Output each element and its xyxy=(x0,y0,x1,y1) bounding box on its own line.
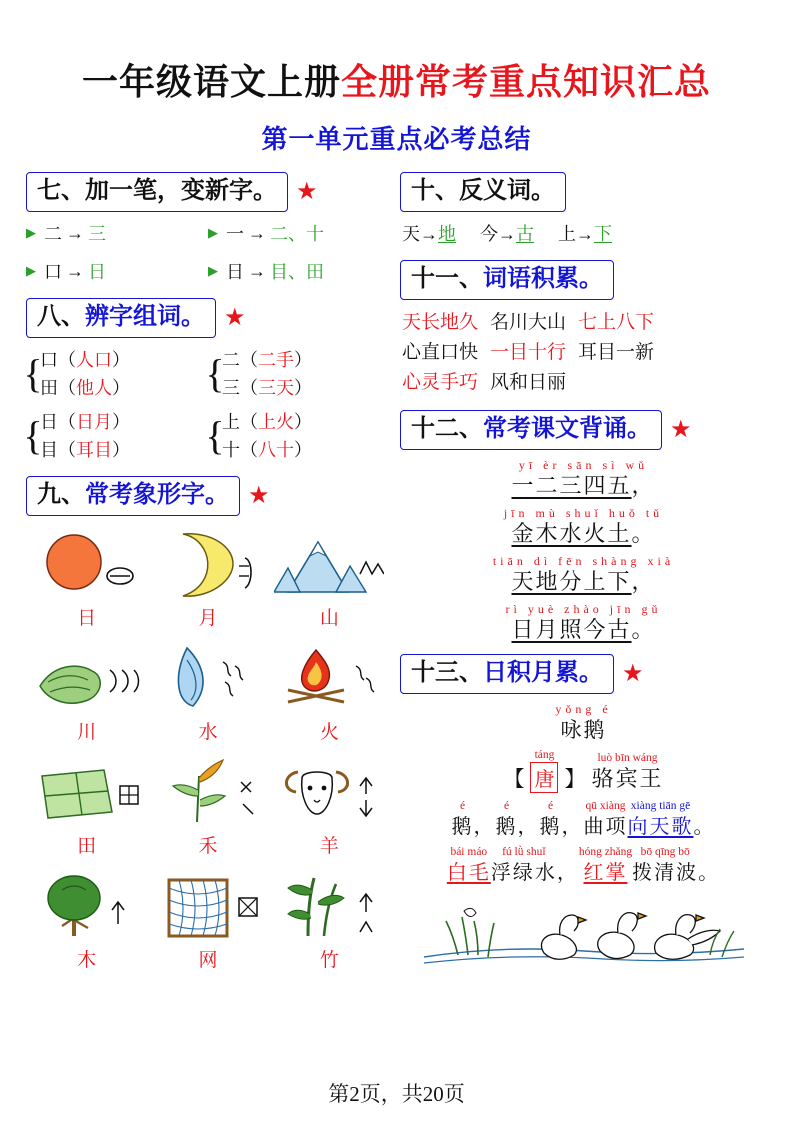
char-pair-group xyxy=(23,408,208,464)
pictograph-cell xyxy=(269,524,390,636)
word: 日月 xyxy=(76,412,112,432)
poem-token xyxy=(698,859,720,887)
poem-token xyxy=(628,799,694,841)
recitation-chars: 一二三四五 xyxy=(511,473,632,498)
section-10-heading: 十、反义词。 xyxy=(400,172,566,212)
char: 上 xyxy=(222,412,240,432)
stroke-to: 三 xyxy=(88,224,106,244)
page-title xyxy=(26,54,767,105)
stroke-to: 日 xyxy=(88,262,106,282)
recitation-text xyxy=(511,617,655,642)
pinyin: hóng zhǎng xyxy=(578,846,633,858)
net-icon xyxy=(147,866,268,944)
word: 上火 xyxy=(258,412,294,432)
poem-title xyxy=(400,702,767,744)
stroke-item xyxy=(26,258,208,284)
pictograph-label: 川 xyxy=(77,722,97,743)
idiom: 天长地久 xyxy=(402,312,479,333)
char-pair-line: 日（日月） xyxy=(40,412,130,432)
word: 二手 xyxy=(258,350,294,370)
hanzi: 鹅 xyxy=(495,816,518,838)
section-8-heading-row xyxy=(26,298,390,338)
bullet-triangle-icon: ▶ xyxy=(26,225,36,240)
section-7-list xyxy=(26,220,390,284)
two-column-body xyxy=(23,172,767,978)
section-11-heading-num: 十一、 xyxy=(411,266,483,292)
idiom: 一目十行 xyxy=(490,342,567,363)
bracket-close: 】 xyxy=(564,767,586,791)
pinyin: xiàng tiān gē xyxy=(630,800,691,812)
pictograph-label: 山 xyxy=(319,608,339,629)
section-9-heading xyxy=(26,476,240,516)
geese-pond-illustration xyxy=(400,891,767,969)
antonym-list xyxy=(402,220,767,246)
section-7-heading-row xyxy=(26,172,390,212)
char: 十 xyxy=(222,440,240,460)
page-footer: 第2页，共20页 xyxy=(328,1082,465,1106)
punctuation: ， xyxy=(631,569,656,594)
right-column xyxy=(400,172,767,978)
char-pair-line: 目（耳目） xyxy=(40,440,130,460)
poem-token xyxy=(452,799,474,841)
pinyin: é xyxy=(503,800,510,812)
poem-token xyxy=(694,813,716,841)
char-pair-line: 二（二手） xyxy=(222,350,312,370)
pinyin: qū xiàng xyxy=(585,800,626,812)
char-pair-group xyxy=(205,408,390,464)
pictograph-cell xyxy=(26,866,147,978)
bullet-triangle-icon: ▶ xyxy=(26,263,36,278)
char-pair-lines xyxy=(222,408,312,464)
brace-icon: { xyxy=(23,413,43,458)
brace-icon: { xyxy=(23,351,43,396)
recitation-chars: 金木水火土 xyxy=(511,521,632,546)
pinyin: tiān dì fēn shàng xià xyxy=(492,554,675,568)
idiom: 名川大山 xyxy=(490,312,567,333)
hanzi: 浮绿水 xyxy=(490,862,557,884)
char: 日 xyxy=(40,412,58,432)
recitation-line xyxy=(400,554,767,596)
char-pair-line: 田（他人） xyxy=(40,378,130,398)
field-icon xyxy=(26,752,147,830)
pictograph-cell xyxy=(26,524,147,636)
pinyin: yǒng é xyxy=(555,702,612,716)
hanzi: 拨清波 xyxy=(632,862,699,884)
recitation-line xyxy=(400,458,767,500)
poem-author-line xyxy=(400,748,767,793)
poem-token xyxy=(579,845,632,887)
section-13-heading-row xyxy=(400,654,767,694)
stroke-from: 口 xyxy=(44,262,62,282)
arrow-icon: → xyxy=(420,224,438,244)
antonym-a: 天 xyxy=(402,224,420,244)
section-7-heading: 七、加一笔，变新字。 xyxy=(26,172,288,212)
section-10-heading-row xyxy=(400,172,767,212)
section-12-heading-row xyxy=(400,410,767,450)
idiom-row xyxy=(402,338,767,368)
stroke-item xyxy=(208,258,390,284)
pictograph-label: 竹 xyxy=(319,950,339,971)
brace-icon: { xyxy=(205,413,225,458)
char: 田 xyxy=(40,378,58,398)
star-icon: ★ xyxy=(622,661,644,687)
char: 三 xyxy=(222,378,240,398)
pictograph-cell xyxy=(269,866,390,978)
poem-token xyxy=(474,813,496,841)
idiom: 心灵手巧 xyxy=(402,372,479,393)
char: 目 xyxy=(40,440,58,460)
hanzi: 红掌 xyxy=(583,862,628,884)
poem-token xyxy=(632,845,698,887)
dynasty-text: 唐 xyxy=(530,762,558,793)
pictograph-label: 网 xyxy=(198,950,218,971)
idiom: 七上八下 xyxy=(578,312,655,333)
hanzi: ， xyxy=(517,816,540,838)
recitation-chars: 日月照今古 xyxy=(511,617,632,642)
dynasty xyxy=(530,748,558,793)
pinyin: rì yuè zhào jīn gǔ xyxy=(505,602,662,616)
pictograph-label: 田 xyxy=(77,836,97,857)
bracket-open: 【 xyxy=(503,767,525,791)
char-pair-line: 口（人口） xyxy=(40,350,130,370)
stroke-from: 二 xyxy=(44,224,62,244)
pinyin: táng xyxy=(534,749,555,761)
stroke-row xyxy=(26,258,390,284)
word: 耳目 xyxy=(76,440,112,460)
antonym-b: 地 xyxy=(438,224,456,244)
section-9-heading-num: 九、 xyxy=(37,482,85,508)
section-13-heading xyxy=(400,654,614,694)
stroke-row xyxy=(26,220,390,246)
pictograph-label: 日 xyxy=(77,608,97,629)
pictograph-label: 月 xyxy=(198,608,218,629)
section-12-heading-text: 常考课文背诵。 xyxy=(483,416,651,442)
section-8-heading xyxy=(26,298,216,338)
mountain-icon xyxy=(269,524,390,602)
pictograph-cell xyxy=(147,524,268,636)
pictograph-cell xyxy=(26,638,147,750)
recitation-line xyxy=(400,602,767,644)
page-subtitle: 第一单元重点必考总结 xyxy=(261,125,532,154)
antonym-pair xyxy=(402,220,456,246)
section-12-heading-num: 十二、 xyxy=(411,416,483,442)
word: 人口 xyxy=(76,350,112,370)
hanzi: ， xyxy=(561,816,584,838)
word: 八十 xyxy=(258,440,294,460)
section-11-heading-row xyxy=(400,260,767,300)
hanzi: ， xyxy=(473,816,496,838)
antonym-pair xyxy=(480,220,534,246)
poem-token xyxy=(491,845,557,887)
idiom: 耳目一新 xyxy=(578,342,655,363)
pictograph-cell xyxy=(269,752,390,864)
section-13-heading-text: 日积月累。 xyxy=(483,660,603,686)
stroke-to: 目、田 xyxy=(270,262,324,282)
arrow-icon: → xyxy=(248,222,266,243)
word: 他人 xyxy=(76,378,112,398)
char-pair-row xyxy=(23,408,390,464)
idiom-row xyxy=(402,308,767,338)
poem-token xyxy=(518,813,540,841)
char-pair-line: 上（上火） xyxy=(222,412,312,432)
pinyin: fú lǜ shuǐ xyxy=(502,846,546,858)
stroke-from: 一 xyxy=(226,224,244,244)
punctuation: 。 xyxy=(631,521,656,546)
river-icon xyxy=(26,638,147,716)
section-8-heading-text: 辨字组词。 xyxy=(85,304,205,330)
idiom-row xyxy=(402,368,767,398)
section-13-heading-num: 十三、 xyxy=(411,660,483,686)
poem-title-text: 咏鹅 xyxy=(560,718,607,742)
arrow-icon: → xyxy=(248,260,266,281)
sheep-icon xyxy=(269,752,390,830)
star-icon: ★ xyxy=(296,179,318,205)
idiom: 心直口快 xyxy=(402,342,479,363)
hanzi: 鹅 xyxy=(451,816,474,838)
sun-icon xyxy=(26,524,147,602)
arrow-icon: → xyxy=(66,260,84,281)
char-pair-group xyxy=(23,346,208,402)
hanzi: 。 xyxy=(698,862,721,884)
poem-token xyxy=(447,845,491,887)
brace-icon: { xyxy=(205,351,225,396)
pictograph-cell xyxy=(147,752,268,864)
pictograph-cell xyxy=(269,638,390,750)
section-9-heading-text: 常考象形字。 xyxy=(85,482,229,508)
recitation-text xyxy=(511,569,655,594)
char: 二 xyxy=(222,350,240,370)
recitation-chars: 天地分上下 xyxy=(511,569,632,594)
water-icon xyxy=(147,638,268,716)
punctuation: 。 xyxy=(631,617,656,642)
pinyin: é xyxy=(459,800,466,812)
arrow-icon: → xyxy=(576,224,594,244)
poem-line-2 xyxy=(400,845,767,887)
antonym-a: 今 xyxy=(480,224,498,244)
poem-token xyxy=(584,799,628,841)
section-8-heading-num: 八、 xyxy=(37,304,85,330)
author xyxy=(591,751,663,793)
moon-icon xyxy=(147,524,268,602)
hanzi: ， xyxy=(556,862,579,884)
hanzi: 曲项 xyxy=(583,816,628,838)
antonym-b: 下 xyxy=(594,224,612,244)
antonym-b: 古 xyxy=(516,224,534,244)
word: 三天 xyxy=(258,378,294,398)
char-pair-lines xyxy=(40,346,130,402)
hanzi: 鹅 xyxy=(539,816,562,838)
recitation-block xyxy=(400,458,767,644)
pinyin: bō qīng bō xyxy=(640,846,690,858)
poem-token xyxy=(496,799,518,841)
poem-token xyxy=(540,799,562,841)
char: 口 xyxy=(40,350,58,370)
page-title-black: 一年级语文上册 xyxy=(81,62,341,102)
recitation-text xyxy=(511,473,655,498)
arrow-icon: → xyxy=(498,224,516,244)
pictograph-cell xyxy=(26,752,147,864)
antonym-pair xyxy=(558,220,612,246)
hanzi: 。 xyxy=(693,816,716,838)
star-icon: ★ xyxy=(670,417,692,443)
pictograph-label: 禾 xyxy=(198,836,218,857)
recitation-line xyxy=(400,506,767,548)
pictograph-label: 水 xyxy=(198,722,218,743)
pinyin: jīn mù shuǐ huǒ tǔ xyxy=(503,506,664,520)
star-icon: ★ xyxy=(248,483,270,509)
char-pair-line: 十（八十） xyxy=(222,440,312,460)
idiom: 风和日丽 xyxy=(490,372,567,393)
pinyin: bái máo xyxy=(450,846,488,858)
stroke-from: 日 xyxy=(226,262,244,282)
arrow-icon: → xyxy=(66,222,84,243)
author-text: 骆宾王 xyxy=(591,766,664,791)
pictograph-label: 羊 xyxy=(319,836,339,857)
left-column xyxy=(23,172,390,978)
char-pair-lines xyxy=(222,346,312,402)
bullet-triangle-icon: ▶ xyxy=(208,263,218,278)
page-title-red: 全册常考重点知识汇总 xyxy=(341,62,712,102)
bullet-triangle-icon: ▶ xyxy=(208,225,218,240)
fire-icon xyxy=(269,638,390,716)
pinyin: é xyxy=(547,800,554,812)
pictograph-cell xyxy=(147,866,268,978)
section-11-heading xyxy=(400,260,614,300)
pictograph-cell xyxy=(147,638,268,750)
bamboo-icon xyxy=(269,866,390,944)
section-9-heading-row xyxy=(26,476,390,516)
hanzi: 向天歌 xyxy=(627,816,694,838)
section-12-heading xyxy=(400,410,662,450)
star-icon: ★ xyxy=(224,305,246,331)
char-pair-group xyxy=(205,346,390,402)
pictograph-label: 木 xyxy=(77,950,97,971)
pictograph-grid xyxy=(26,524,390,978)
poem-token xyxy=(557,859,579,887)
idiom-list xyxy=(402,308,767,398)
char-pair-line: 三（三天） xyxy=(222,378,312,398)
stroke-to: 二、十 xyxy=(270,224,324,244)
char-pair-lines xyxy=(40,408,130,464)
stroke-item xyxy=(26,220,208,246)
poem-line-1 xyxy=(400,799,767,841)
poem-block xyxy=(400,702,767,969)
section-8-body xyxy=(23,346,390,464)
stroke-item xyxy=(208,220,390,246)
section-11-heading-text: 词语积累。 xyxy=(483,266,603,292)
recitation-text xyxy=(511,521,655,546)
antonym-a: 上 xyxy=(558,224,576,244)
grain-icon xyxy=(147,752,268,830)
punctuation: ， xyxy=(631,473,656,498)
poem-token xyxy=(562,813,584,841)
pictograph-label: 火 xyxy=(319,722,339,743)
pinyin: luò bīn wáng xyxy=(597,752,658,764)
pinyin: yī èr sān sì wǔ xyxy=(518,458,649,472)
char-pair-row xyxy=(23,346,390,402)
tree-icon xyxy=(26,866,147,944)
hanzi: 白毛 xyxy=(446,862,491,884)
